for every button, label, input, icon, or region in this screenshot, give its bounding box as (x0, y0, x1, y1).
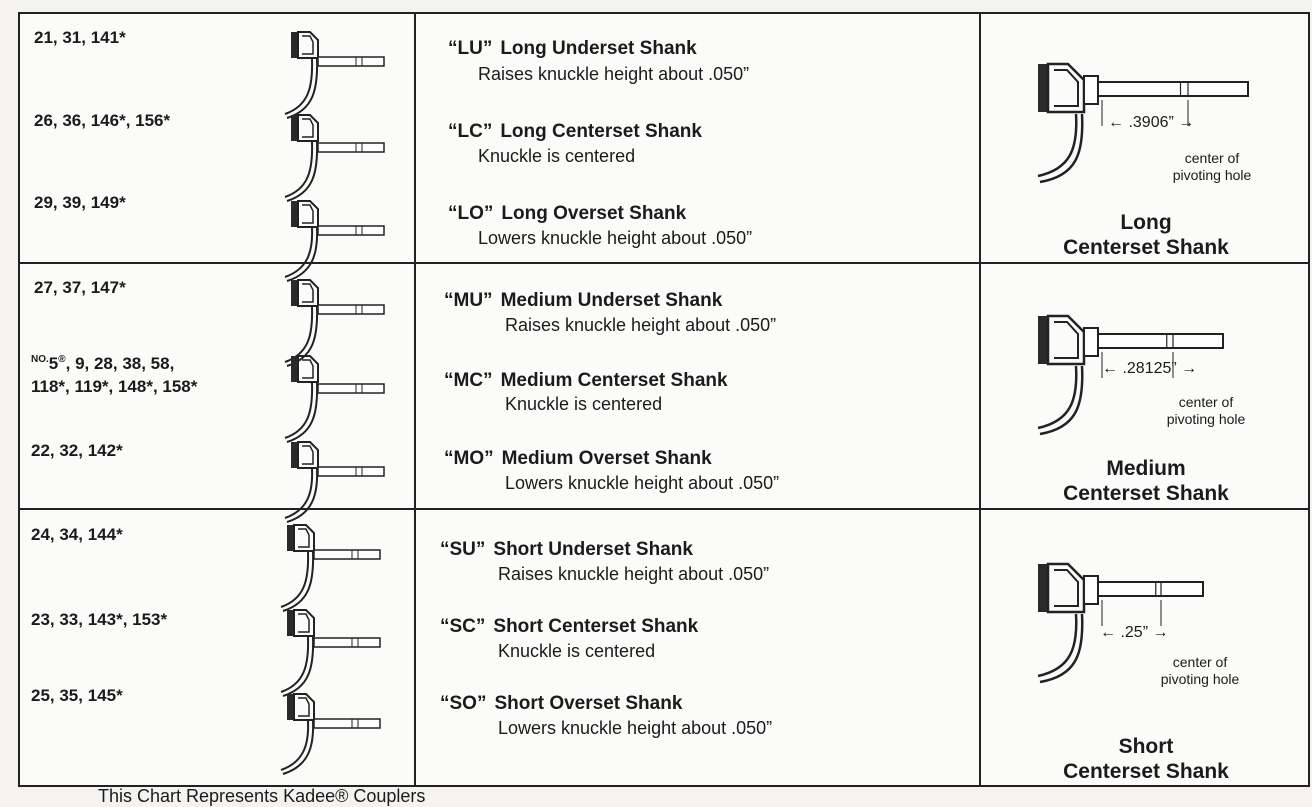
coupler-numbers: 23, 33, 143*, 153* (31, 610, 168, 629)
shank-note: Lowers knuckle height about .050” (498, 718, 773, 738)
shank-type (448, 121, 702, 143)
shank-note: Knuckle is centered (505, 394, 663, 414)
shank-title: Short Overset Shank (494, 693, 683, 714)
shank-code: “MU” (444, 290, 493, 311)
shank-title-line1: Short (1118, 735, 1174, 758)
centerset-coupler-icon (258, 111, 388, 203)
coupler-numbers: 24, 34, 144* (31, 525, 123, 544)
shank-type (444, 448, 712, 470)
overset-coupler-icon (254, 684, 384, 776)
shank-title: Medium Overset Shank (501, 448, 712, 469)
number-first: 5 (48, 354, 59, 373)
shank-type (440, 693, 682, 715)
coupler-numbers: 27, 37, 147* (34, 278, 126, 297)
pivot-note-line1: center of (1172, 654, 1228, 670)
shank-note: Lowers knuckle height about .050” (505, 473, 780, 493)
shank-code: “LU” (448, 38, 493, 59)
shank-code: “SO” (440, 693, 487, 714)
pivot-note-line1: center of (1178, 394, 1234, 410)
row-divider (20, 262, 1308, 264)
coupler-numbers (31, 348, 197, 398)
shank-note: Knuckle is centered (478, 146, 636, 166)
coupler-numbers-line1 (31, 348, 197, 375)
shank-note: Raises knuckle height about .050” (498, 564, 770, 584)
pivot-note (1146, 394, 1266, 428)
shank-title: Long Underset Shank (500, 38, 697, 59)
pivot-note (1152, 150, 1272, 184)
number-rest: , 9, 28, 38, 58, (65, 354, 175, 373)
coupler-numbers: 22, 32, 142* (31, 441, 123, 460)
column-divider (414, 14, 416, 785)
pivot-note-line2: pivoting hole (1166, 411, 1246, 427)
pivot-note (1140, 654, 1260, 688)
shank-title (996, 734, 1296, 784)
shank-type (440, 616, 698, 638)
overset-coupler-icon (258, 191, 388, 283)
shank-code: “MC” (444, 370, 493, 391)
shank-title: Short Underset Shank (493, 539, 693, 560)
shank-note: Knuckle is centered (498, 641, 656, 661)
number-prefix: NO. (31, 354, 49, 365)
coupler-numbers: 21, 31, 141* (34, 28, 126, 47)
shank-note: Raises knuckle height about .050” (505, 315, 777, 335)
shank-code: “LO” (448, 203, 494, 224)
coupler-numbers-line2: 118*, 119*, 148*, 158* (31, 377, 198, 396)
shank-title: Short Centerset Shank (493, 616, 699, 637)
coupler-numbers: 26, 36, 146*, 156* (34, 111, 171, 130)
centerset-coupler-icon (258, 352, 388, 444)
row-divider (20, 508, 1308, 510)
shank-type (444, 370, 728, 392)
shank-title-line1: Medium (1106, 457, 1186, 480)
shank-title-line2: Centerset Shank (1063, 236, 1229, 259)
coupler-numbers: 29, 39, 149* (34, 193, 126, 212)
shank-measure: ← .3906” → (1108, 114, 1195, 131)
shank-code: “MO” (444, 448, 494, 469)
coupler-numbers: 25, 35, 145* (31, 686, 123, 705)
shank-code: “SC” (440, 616, 486, 637)
shank-measure: ← .28125” → (1102, 360, 1198, 377)
overset-coupler-icon (258, 432, 388, 524)
shank-code: “SU” (440, 539, 486, 560)
shank-type (444, 290, 722, 312)
coupler-chart-table (18, 12, 1310, 787)
underset-coupler-icon (258, 28, 388, 120)
shank-note: Raises knuckle height about .050” (478, 64, 750, 84)
shank-title: Long Overset Shank (501, 203, 687, 224)
shank-code: “LC” (448, 121, 493, 142)
shank-type (448, 203, 686, 225)
shank-title-line2: Centerset Shank (1063, 482, 1229, 505)
shank-title: Medium Underset Shank (500, 290, 723, 311)
shank-title: Medium Centerset Shank (500, 370, 728, 391)
pivot-note-line2: pivoting hole (1172, 167, 1252, 183)
column-divider (979, 14, 981, 785)
shank-title-line2: Centerset Shank (1063, 760, 1229, 783)
shank-type (448, 38, 697, 60)
shank-title (996, 456, 1296, 506)
shank-measure: ← .25” → (1100, 624, 1169, 641)
shank-title (996, 210, 1296, 260)
chart-caption: This Chart Represents Kadee® Couplers (98, 786, 426, 806)
pivot-note-line2: pivoting hole (1160, 671, 1240, 687)
shank-title-line1: Long (1120, 211, 1172, 234)
shank-note: Lowers knuckle height about .050” (478, 228, 753, 248)
shank-type (440, 539, 693, 561)
underset-coupler-icon (254, 521, 384, 613)
registered-mark: ® (58, 354, 66, 365)
shank-title: Long Centerset Shank (500, 121, 702, 142)
pivot-note-line1: center of (1184, 150, 1240, 166)
